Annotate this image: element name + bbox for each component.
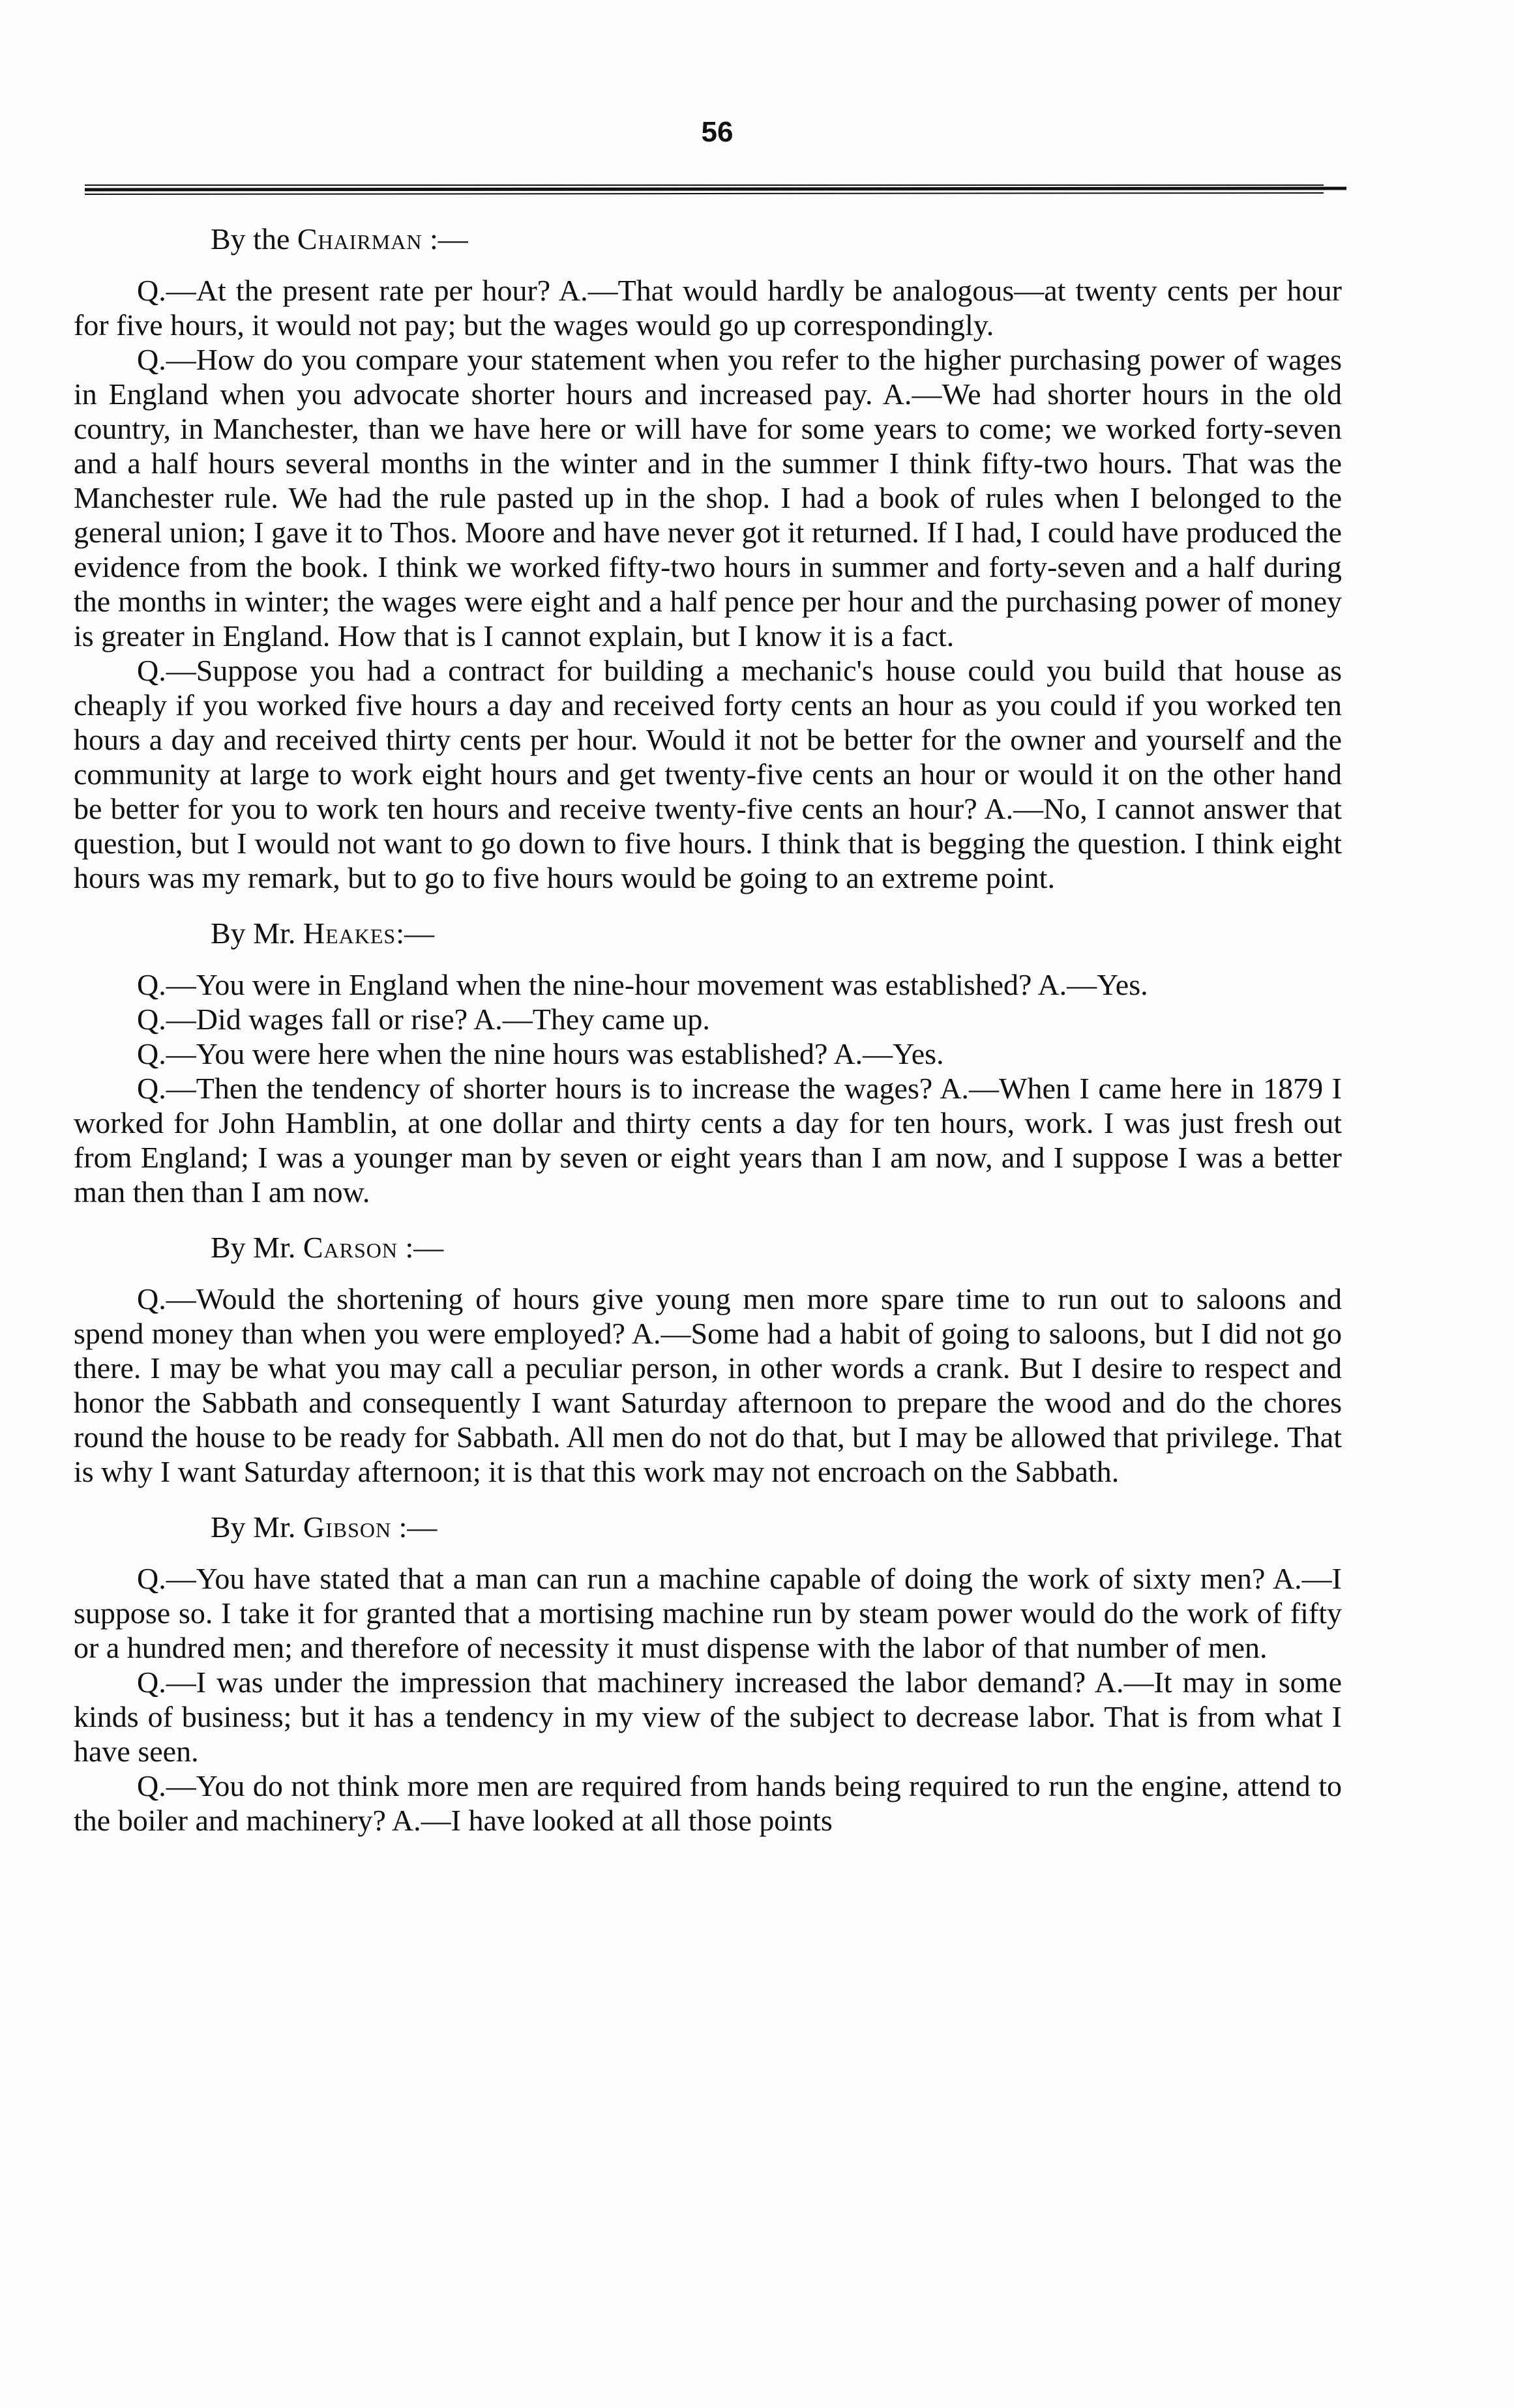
section-heading (74, 916, 1342, 950)
paragraph: Q.—You do not think more men are required from hands being required to run the engine, attend to the boiler and machinery? A.—I have looked at all those points (74, 1769, 1342, 1837)
paragraph: Q.—Then the tendency of shorter hours is to increase the wages? A.—When I came here in 1879 I worked for John Hamblin, at one dollar and thirty cents a day for ten hours, work. I was just fresh out from England; I was a younger man by seven or eight years than I am now, and I suppose I was a better man then than I am now. (74, 1072, 1342, 1209)
speaker-suffix: :— (398, 1510, 438, 1544)
speaker-name: Heakes (303, 917, 396, 950)
paragraph: Q.—Would the shortening of hours give young men more spare time to run out to saloons and spend money than when you were employed? A.—Some had a habit of going to saloons, but I did not go there. I may be what you may call a peculiar person, in other words a crank. But I desire to respect and honor the Sabbath and consequently I want Saturday afternoon to prepare the wood and do the chores round the house to be ready for Sabbath. All men do not do that, but I may be allowed that privilege. That is why I want Saturday afternoon; it is that this work may not encroach on the Sabbath. (74, 1282, 1342, 1488)
paragraph: Q.—You were here when the nine hours was established? A.—Yes. (137, 1037, 944, 1070)
speaker-name: Gibson (303, 1510, 392, 1544)
testimony-body (74, 222, 1342, 1838)
paragraph: Q.—Did wages fall or rise? A.—They came up. (137, 1003, 710, 1036)
section-heading (74, 1510, 1342, 1544)
speaker-name: Carson (303, 1231, 398, 1264)
speaker-name: Chairman (297, 222, 423, 256)
speaker-prefix: By Mr. (211, 1231, 296, 1264)
paragraph: Q.—Suppose you had a contract for building a mechanic's house could you build that house as cheaply if you worked five hours a day and received forty cents an hour as you could if you worked ten hours a day and received thirty cents per hour. Would it not be better for the owner and yourself and the community at large to work eight hours and get twenty-five cents an hour or would it on the other hand be better for you to work ten hours and receive twenty-five cents an hour? A.—No, I cannot answer that question, but I would not want to go down to five hours. I think that is begging the question. I think eight hours was my remark, but to go to five hours would be going to an extreme point. (74, 654, 1342, 894)
speaker-prefix: By the (211, 222, 290, 256)
paragraph: Q.—You have stated that a man can run a machine capable of doing the work of sixty men? A.—I suppose so. I take it for granted that a mortising machine run by steam power would do the work of fifty or a hundred men; and therefore of necessity it must dispense with the labor of that number of men. (74, 1562, 1342, 1664)
header-rule (85, 183, 1346, 197)
paragraph: Q.—You were in England when the nine-hour movement was established? A.—Yes. (137, 968, 1148, 1001)
speaker-suffix: :— (405, 1231, 444, 1264)
paragraph: Q.—At the present rate per hour? A.—That would hardly be analogous—at twenty cents per hour for five hours, it would not pay; but the wages would go up correspondingly. (74, 274, 1342, 342)
speaker-suffix: :— (396, 917, 434, 950)
section-heading (74, 1230, 1342, 1265)
section-heading (74, 222, 1342, 256)
speaker-prefix: By Mr. (211, 917, 296, 950)
speaker-suffix: :— (429, 222, 468, 256)
paragraph: Q.—How do you compare your statement when you refer to the higher purchasing power of wages in England when you advocate shorter hours and increased pay. A.—We had shorter hours in the old country, in Manchester, than we have here or will have for some years to come; we worked forty-seven and a half hours several months in the winter and in the summer I think fifty-two hours. That was the Manchester rule. We had the rule pasted up in the shop. I had a book of rules when I belonged to the general union; I gave it to Thos. Moore and have never got it returned. If I had, I could have produced the evidence from the book. I think we worked fifty-two hours in summer and forty-seven and a half during the months in winter; the wages were eight and a half pence per hour and the purchasing power of money is greater in England. How that is I cannot explain, but I know it is a fact. (74, 343, 1342, 653)
page-number: 56 (701, 116, 734, 148)
speaker-prefix: By Mr. (211, 1510, 296, 1544)
paragraph: Q.—I was under the impression that machinery increased the labor demand? A.—It may in some kinds of business; but it has a tendency in my view of the subject to decrease labor. That is from what I have seen. (74, 1666, 1342, 1768)
